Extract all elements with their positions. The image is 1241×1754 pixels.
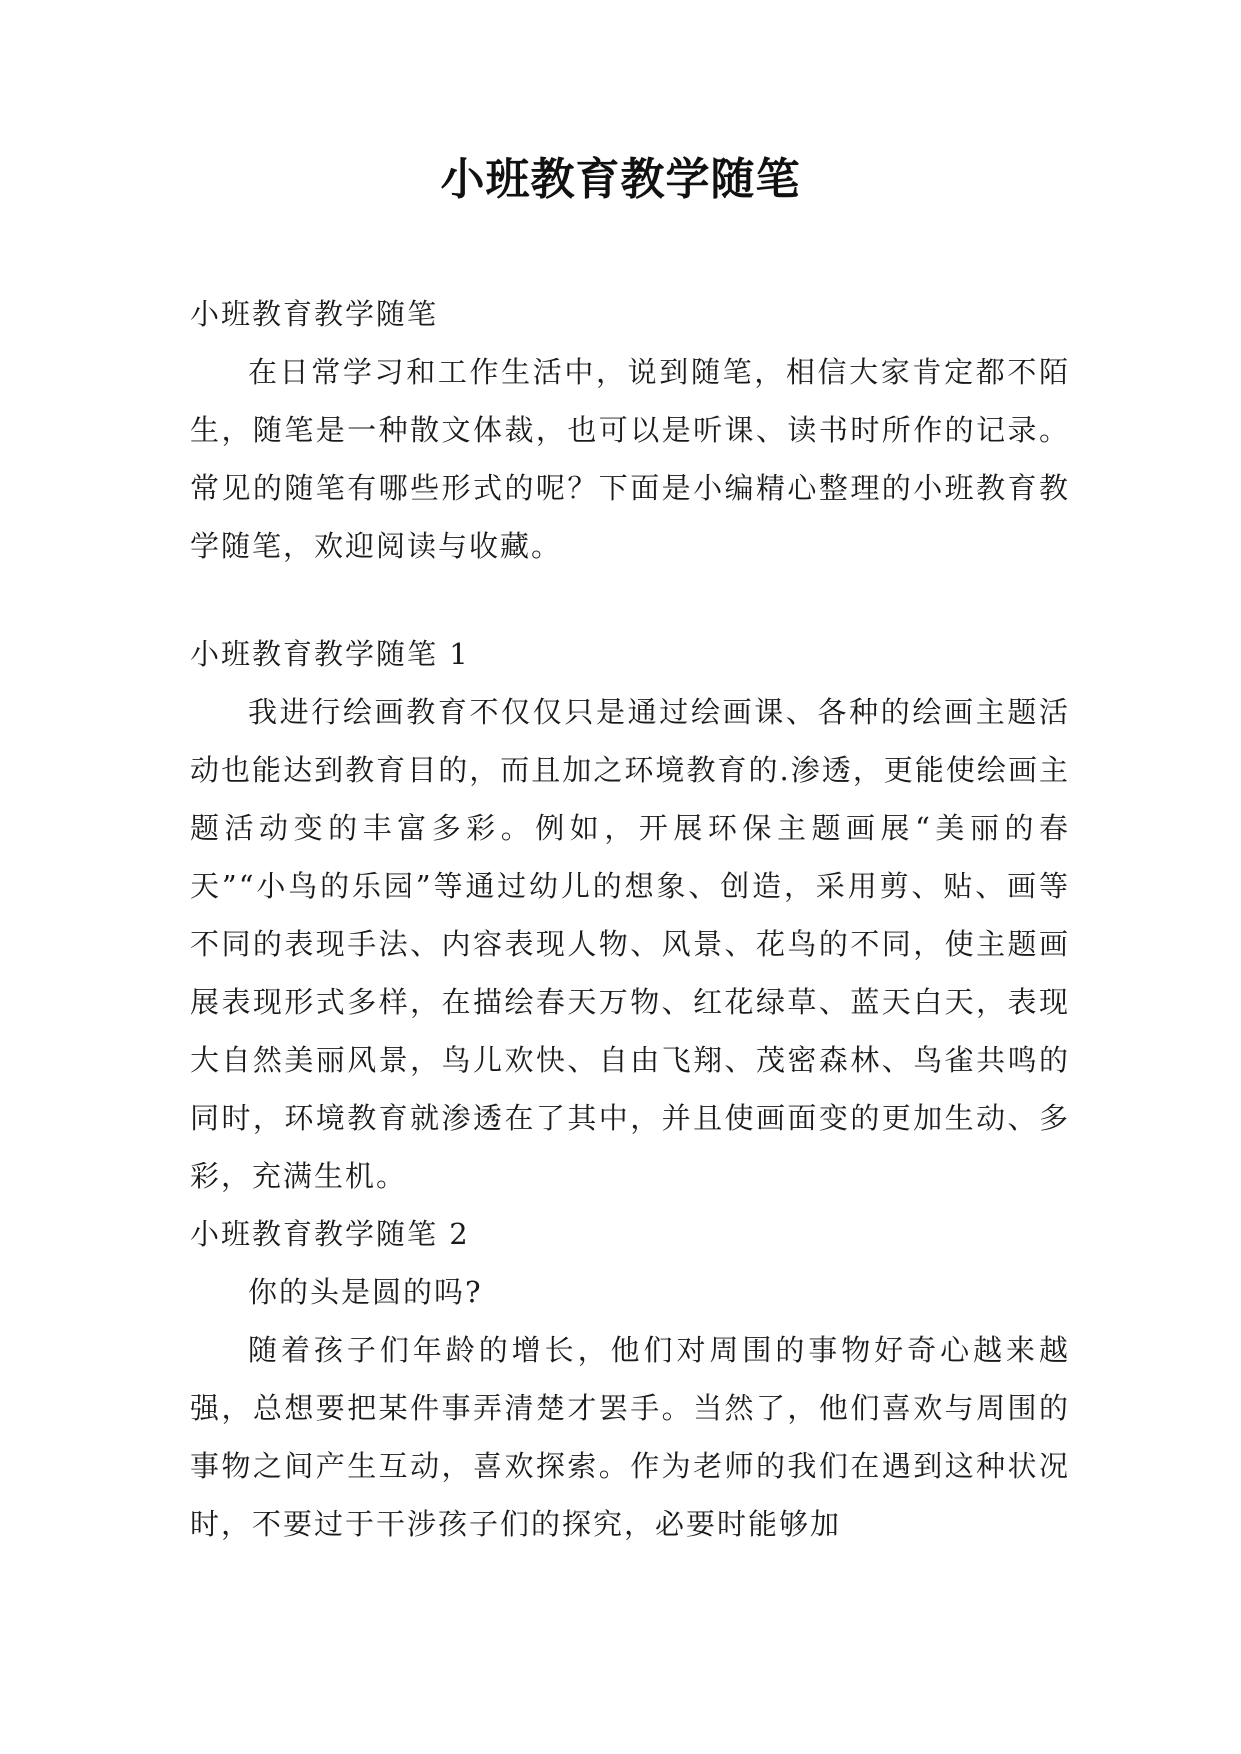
section-essay-2 xyxy=(190,1205,1070,1553)
section-intro xyxy=(190,285,1070,575)
section-spacer xyxy=(190,575,1070,625)
paragraph: 我进行绘画教育不仅仅只是通过绘画课、各种的绘画主题活动也能达到教育目的，而且加之环境教育的.渗透，更能使绘画主题活动变的丰富多彩。例如，开展环保主题画展“美丽的春天”“小鸟的乐园”等通过幼儿的想象、创造，采用剪、贴、画等不同的表现手法、内容表现人物、风景、花鸟的不同，使主题画展表现形式多样，在描绘春天万物、红花绿草、蓝天白天，表现大自然美丽风景，鸟儿欢快、自由飞翔、茂密森林、鸟雀共鸣的同时，环境教育就渗透在了其中，并且使画面变的更加生动、多彩，充满生机。 xyxy=(190,695,1070,1193)
paragraph: 你的头是圆的吗? xyxy=(248,1275,483,1309)
section-essay-1 xyxy=(190,625,1070,1205)
paragraph: 在日常学习和工作生活中，说到随笔，相信大家肯定都不陌生，随笔是一种散文体裁，也可以是听课、读书时所作的记录。常见的随笔有哪些形式的呢？下面是小编精心整理的小班教育教学随笔，欢迎阅读与收藏。 xyxy=(190,355,1070,563)
section-heading: 小班教育教学随笔 1 xyxy=(190,637,470,671)
document-title: 小班教育教学随笔 xyxy=(440,154,801,205)
section-heading: 小班教育教学随笔 2 xyxy=(190,1217,470,1251)
document-body xyxy=(190,285,1070,1553)
paragraph: 随着孩子们年龄的增长，他们对周围的事物好奇心越来越强，总想要把某件事弄清楚才罢手。当然了，他们喜欢与周围的事物之间产生互动，喜欢探索。作为老师的我们在遇到这种状况时，不要过于干涉孩子们的探究，必要时能够加 xyxy=(190,1333,1070,1541)
section-heading: 小班教育教学随笔 xyxy=(190,297,439,331)
